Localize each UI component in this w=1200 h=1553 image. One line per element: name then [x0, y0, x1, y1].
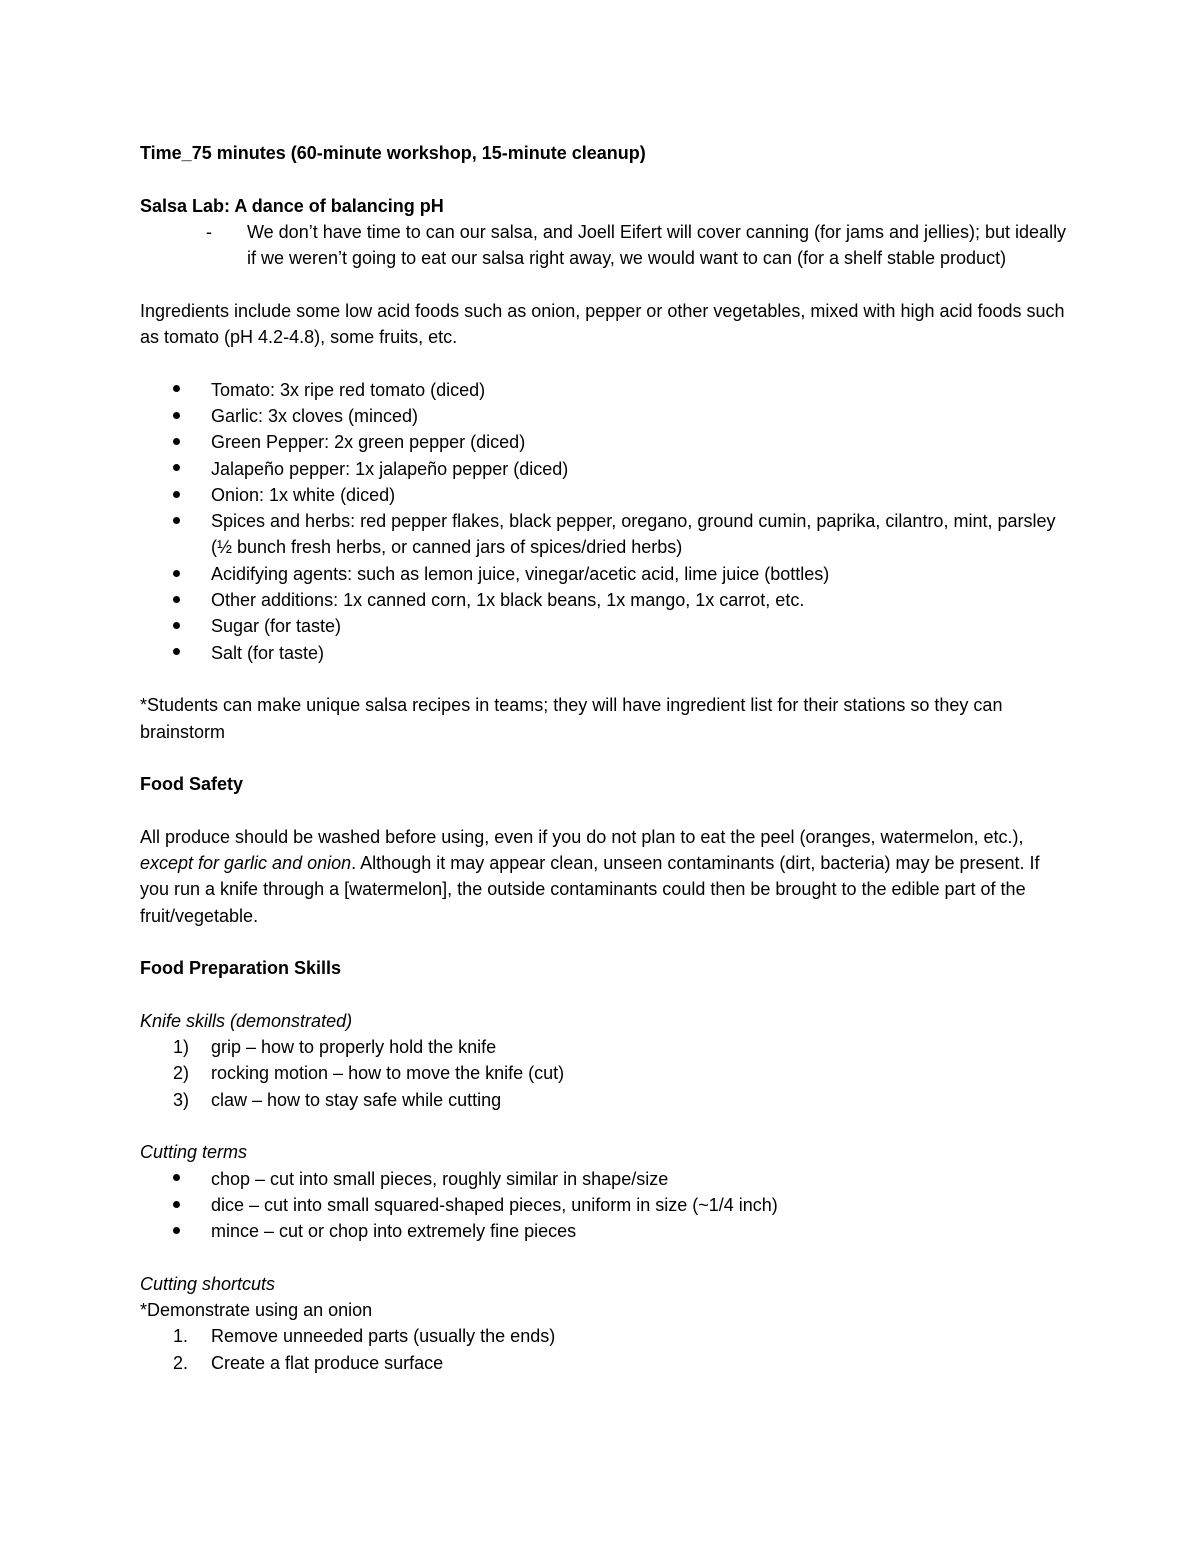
demonstrate-note: *Demonstrate using an onion — [140, 1300, 373, 1321]
list-item-text: Jalapeño pepper: 1x jalapeño pepper (diced) — [211, 458, 569, 479]
knife-skills-heading: Knife skills (demonstrated) — [140, 1010, 353, 1031]
bullet-icon — [173, 561, 180, 587]
list-item-text: dice – cut into small squared-shaped pieces, uniform in size (~1/4 inch) — [211, 1194, 778, 1215]
dash-marker: - — [206, 221, 212, 242]
list-item — [140, 403, 1070, 429]
list-item — [140, 587, 1070, 613]
ingredients-intro: Ingredients include some low acid foods such as onion, pepper or other vegetables, mixed with high acid foods such as tomato (pH 4.2-4.8), some fruits, etc. — [140, 300, 1065, 348]
list-item — [140, 1350, 1070, 1376]
food-safety-heading: Food Safety — [140, 774, 244, 795]
bullet-icon — [173, 377, 180, 403]
list-item — [140, 640, 1070, 666]
list-item-text: Tomato: 3x ripe red tomato (diced) — [211, 379, 486, 400]
list-item-text: Other additions: 1x canned corn, 1x black beans, 1x mango, 1x carrot, etc. — [211, 590, 805, 611]
salsa-heading: Salsa Lab: A dance of balancing pH — [140, 195, 444, 216]
list-number: 3) — [173, 1089, 190, 1110]
bullet-icon — [173, 429, 180, 455]
food-safety-text-1: All produce should be washed before using, even if you do not plan to eat the peel (oranges, watermelon, etc.), — [140, 826, 1024, 847]
list-item-text: Salt (for taste) — [211, 642, 325, 663]
list-number: 2. — [173, 1352, 189, 1373]
cutting-shortcuts-list — [140, 1323, 1070, 1376]
list-item — [140, 1060, 1070, 1086]
list-item-text: mince – cut or chop into extremely fine pieces — [211, 1221, 577, 1242]
bullet-icon — [173, 1166, 180, 1192]
list-item-text: Onion: 1x white (diced) — [211, 484, 396, 505]
list-item — [140, 1323, 1070, 1349]
bullet-icon — [173, 1192, 180, 1218]
salsa-note — [140, 219, 1070, 272]
list-item-text: Green Pepper: 2x green pepper (diced) — [211, 432, 526, 453]
bullet-icon — [173, 456, 180, 482]
list-item — [140, 1166, 1070, 1192]
ingredients-list — [140, 377, 1070, 666]
list-item — [140, 482, 1070, 508]
list-number: 1) — [173, 1037, 190, 1058]
list-number: 1. — [173, 1326, 189, 1347]
knife-skills-list — [140, 1034, 1070, 1113]
list-item-text: Create a flat produce surface — [211, 1352, 444, 1373]
food-safety-paragraph — [140, 824, 1070, 929]
food-prep-heading: Food Preparation Skills — [140, 958, 342, 979]
time-line: Time_75 minutes (60-minute workshop, 15-minute cleanup) — [140, 143, 646, 163]
food-safety-text-2: . Although it may appear clean, unseen contaminants (dirt, bacteria) may be present. If you run a knife through a [watermelon], the outside contaminants could then be brought to the edible part of the fruit/vegetable. — [140, 853, 1040, 926]
salsa-note-text: We don’t have time to can our salsa, and Joell Eifert will cover canning (for jams and jellies); but ideally if we weren’t going to eat our salsa right away, we would want to can (for a shelf stable product) — [247, 221, 1067, 269]
list-item-text: Spices and herbs: red pepper flakes, black pepper, oregano, ground cumin, paprika, cilantro, mint, parsley (½ bunch fresh herbs, or canned jars of spices/dried herbs) — [211, 511, 1056, 558]
list-item — [140, 613, 1070, 639]
bullet-icon — [173, 613, 180, 639]
list-item — [140, 561, 1070, 587]
list-item — [140, 429, 1070, 455]
list-item — [140, 377, 1070, 403]
list-item-text: rocking motion – how to move the knife (cut) — [211, 1063, 565, 1084]
list-number: 2) — [173, 1063, 190, 1084]
list-item — [140, 456, 1070, 482]
bullet-icon — [173, 1218, 180, 1244]
bullet-icon — [173, 640, 180, 666]
list-item — [140, 1218, 1070, 1244]
list-item — [140, 508, 1070, 561]
students-note: *Students can make unique salsa recipes in teams; they will have ingredient list for their stations so they can brainstorm — [140, 695, 1003, 742]
list-item-text: Garlic: 3x cloves (minced) — [211, 405, 419, 426]
bullet-icon — [173, 403, 180, 429]
cutting-shortcuts-heading: Cutting shortcuts — [140, 1273, 276, 1294]
food-safety-emphasis: except for garlic and onion — [140, 853, 352, 874]
cutting-terms-list — [140, 1166, 1070, 1245]
list-item — [140, 1034, 1070, 1060]
list-item-text: Sugar (for taste) — [211, 616, 342, 637]
bullet-icon — [173, 508, 180, 534]
bullet-icon — [173, 587, 180, 613]
list-item — [140, 1192, 1070, 1218]
list-item — [140, 1087, 1070, 1113]
bullet-icon — [173, 482, 180, 508]
cutting-terms-heading: Cutting terms — [140, 1142, 248, 1163]
list-item-text: grip – how to properly hold the knife — [211, 1037, 497, 1058]
list-item-text: claw – how to stay safe while cutting — [211, 1089, 502, 1110]
list-item-text: Remove unneeded parts (usually the ends) — [211, 1326, 556, 1347]
document-page — [140, 140, 1070, 1376]
list-item-text: Acidifying agents: such as lemon juice, vinegar/acetic acid, lime juice (bottles) — [211, 563, 830, 584]
list-item-text: chop – cut into small pieces, roughly similar in shape/size — [211, 1168, 669, 1189]
